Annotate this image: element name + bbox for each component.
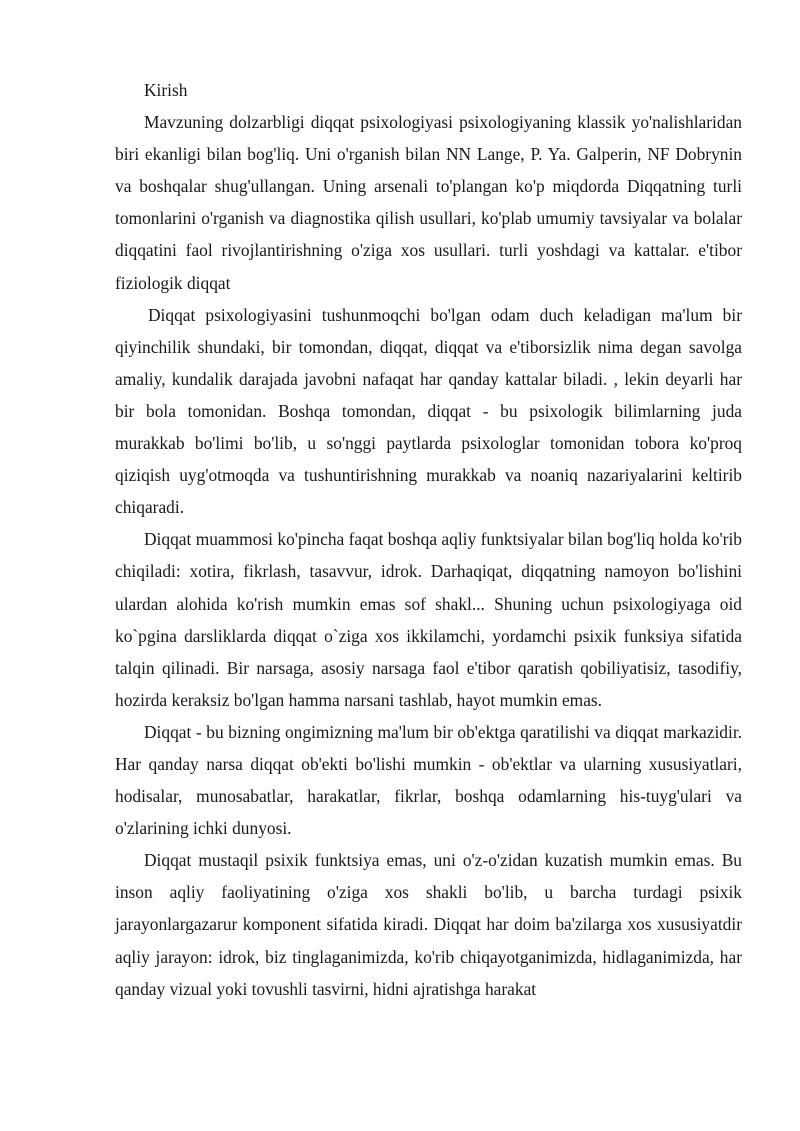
- paragraph-2: Diqqat psixologiyasini tushunmoqchi bo'lgan odam duch keladigan ma'lum bir qiyinchilik shundaki, bir tomondan, diqqat, diqqat va e'tiborsizlik nima degan savolga amaliy, kundalik darajada javobni nafaqat har qanday kattalar biladi. , lekin deyarli har bir bola tomonidan. Boshqa tomondan, diqqat - bu psixologik bilimlarning juda murakkab bo'limi bo'lib, u so'nggi paytlarda psixologlar tomonidan tobora ko'proq qiziqish uyg'otmoqda va tushuntirishning murakkab va noaniq nazariyalarini keltirib chiqaradi.: [115, 304, 742, 518]
- paragraph-1: Mavzuning dolzarbligi diqqat psixologiyasi psixologiyaning klassik yo'nalishlaridan biri ekanligi bilan bog'liq. Uni o'rganish bilan NN Lange, P. Ya. Galperin, NF Dobrynin va boshqalar shug'ullangan. Uning arsenali to'plangan ko'p miqdorda Diqqatning turli tomonlarini o'rganish va diagnostika qilish usullari, ko'plab umumiy tavsiyalar va bolalar diqqatini faol rivojlantirishning o'ziga xos usullari. turli yoshdagi va kattalar. e'tibor fiziologik diqqat: [115, 112, 742, 293]
- paragraph-3: Diqqat muammosi ko'pincha faqat boshqa aqliy funktsiyalar bilan bog'liq holda ko'rib chiqiladi: xotira, fikrlash, tasavvur, idrok. Darhaqiqat, diqqatning namoyon bo'lishini ulardan alohida ko'rish mumkin emas sof shakl... Shuning uchun psixologiyaga oid ko`pgina darsliklarda diqqat o`ziga xos ikkilamchi, yordamchi psixik funksiya sifatida talqin qilinadi. Bir narsaga, asosiy narsaga faol e'tibor qaratish qobiliyatisiz, tasodifiy, hozirda keraksiz bo'lgan hamma narsani tashlab, hayot mumkin emas.: [115, 529, 742, 710]
- document-body: [115, 74, 742, 1005]
- paragraph-4: Diqqat - bu bizning ongimizning ma'lum bir ob'ektga qaratilishi va diqqat markazidir. Har qanday narsa diqqat ob'ekti bo'lishi mumkin - ob'ektlar va ularning xususiyatlari, hodisalar, munosabatlar, harakatlar, fikrlar, boshqa odamlarning his-tuyg'ulari va o'zlarining ichki dunyosi.: [115, 721, 742, 839]
- paragraph-5: Diqqat mustaqil psixik funktsiya emas, uni o'z-o'zidan kuzatish mumkin emas. Bu inson aqliy faoliyatining o'ziga xos shakli bo'lib, u barcha turdagi psixik jarayonlargazarur komponent sifatida kiradi. Diqqat har doim ba'zilarga xos xususiyatdir aqliy jarayon: idrok, biz tinglaganimizda, ko'rib chiqayotganimizda, hidlaganimizda, har qanday vizual yoki tovushli tasvirni, hidni ajratishga harakat: [115, 850, 742, 999]
- section-heading: Kirish: [144, 80, 188, 100]
